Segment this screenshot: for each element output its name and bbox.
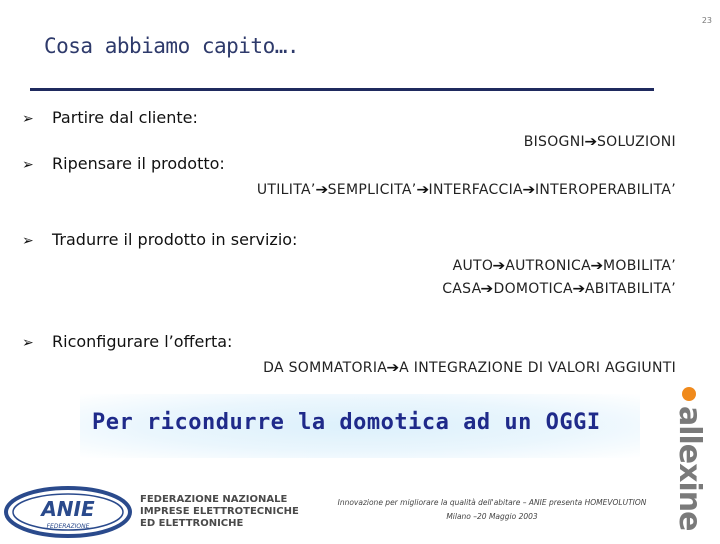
federation-line: FEDERAZIONE NAZIONALE [140,494,288,505]
bullet-3-detail-2 [442,281,676,297]
term: BISOGNI [523,134,585,150]
term: CASA [442,281,482,297]
right-arrow-icon: ➔ [572,281,586,297]
term: AUTRONICA [505,258,592,274]
right-arrow-icon: ➔ [590,258,604,274]
federation-name [140,494,299,530]
bullet-label: Riconfigurare l’offerta: [52,332,233,351]
term: UTILITA’ [256,182,316,198]
term: INTEROPERABILITA’ [534,182,676,198]
bullet-3-detail-1 [453,258,676,274]
bullet-2-detail [257,182,676,198]
federation-line: IMPRESE ELETTROTECNICHE [140,506,299,517]
term: INTERFACCIA [428,182,523,198]
bullet-label: Tradurre il prodotto in servizio: [52,230,298,249]
federation-line: ED ELETTRONICHE [140,518,244,529]
footer-note [312,496,672,524]
title-underline [30,88,654,91]
bullet-1-detail [524,134,676,150]
right-arrow-icon: ➔ [480,281,495,297]
bullet-4-detail [263,360,676,376]
anie-sub: FEDERAZIONE [46,523,90,530]
arrow-bullet-icon: ➢ [22,157,34,173]
term: A INTEGRAZIONE DI VALORI AGGIUNTI [399,360,676,376]
allexine-logo [666,384,712,544]
slide-title: Cosa abbiamo capito…. [44,34,300,58]
arrow-bullet-icon: ➢ [22,335,34,351]
bullet-label: Ripensare il prodotto: [52,154,225,173]
right-arrow-icon: ➔ [584,134,598,150]
bullet-label: Partire dal cliente: [52,108,198,127]
bullet-3 [22,230,297,249]
term: MOBILITA’ [603,258,676,274]
anie-logo [4,486,132,542]
arrow-bullet-icon: ➢ [22,233,34,249]
term: ABITABILITA’ [584,281,676,297]
right-arrow-icon: ➔ [415,182,430,198]
term: DA SOMMATORIA [263,360,388,376]
right-arrow-icon: ➔ [522,182,536,198]
right-arrow-icon: ➔ [386,360,400,376]
right-arrow-icon: ➔ [492,258,506,274]
right-arrow-icon: ➔ [314,182,329,198]
bullet-1 [22,108,198,127]
footer-line-2: Milano –20 Maggio 2003 [446,512,538,521]
term: AUTO [452,258,494,274]
slide-number: 23 [701,16,712,25]
anie-wordmark: ANIE [41,497,95,521]
bullet-4 [22,332,232,351]
term: SOLUZIONI [596,134,676,150]
highlight-text: Per ricondurre la domotica ad un OGGI [92,410,601,435]
arrow-bullet-icon: ➢ [22,111,34,127]
term: DOMOTICA [493,281,573,297]
brand-vertical: allexine [672,406,707,531]
bullet-2 [22,154,225,173]
logo-dot [682,387,696,401]
footer-line-1: Innovazione per migliorare la qualità dell'abitare – ANIE presenta HOMEVOLUTION [337,498,647,507]
term: SEMPLICITA’ [327,182,417,198]
